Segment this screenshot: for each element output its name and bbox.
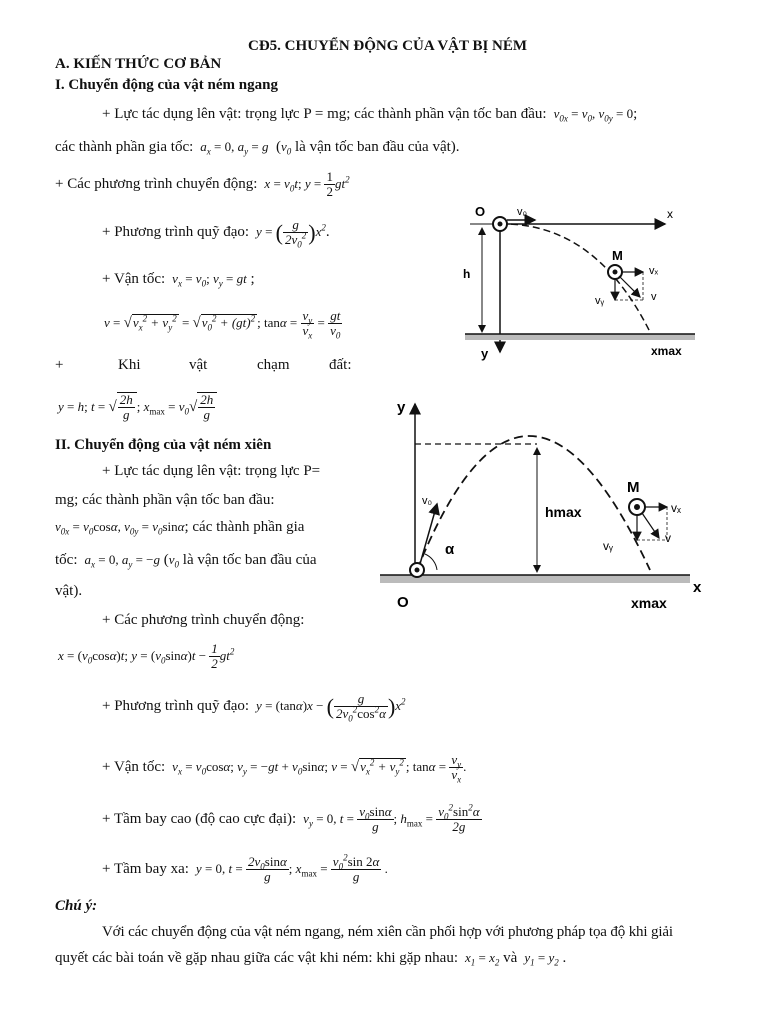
fig1-label-o: O bbox=[475, 204, 486, 219]
fig2-label-vy: vᵧ bbox=[603, 539, 613, 553]
part1-heading: I. Chuyển động của vật ném ngang bbox=[55, 77, 278, 93]
fig1-label-h: h bbox=[463, 267, 471, 281]
fig2-label-v0: v₀ bbox=[422, 495, 433, 507]
part2-line1: + Lực tác dụng lên vật: trọng lực P= bbox=[102, 463, 321, 479]
fig2-label-vx: vₓ bbox=[671, 501, 681, 515]
part1-line1: + Lực tác dụng lên vật: trọng lực P = mg; các thành phần vận tốc ban đầu: $v_{0x} = v_0$, $v_{0y} = 0$; bbox=[102, 106, 638, 124]
part1-ground-label-3: vật bbox=[189, 357, 208, 373]
fig1-label-vy: vᵧ bbox=[595, 295, 605, 307]
part2-range: + Tầm bay xa: y = 0, t = $\frac{2v_0\sin\alpha}{g}$ ; $x_{max}$ = $\frac{v_0^2\sin 2\alpha}{g}$ . bbox=[102, 852, 388, 885]
page-title: CĐ5. CHUYỂN ĐỘNG CỦA VẬT BỊ NÉM bbox=[248, 38, 528, 54]
fig2-label-hmax: hmax bbox=[545, 504, 582, 520]
part1-velocity-formula: $v = √v_x^2 + v_y^2 = √v_0^2 + (gt)^2$ ; tanα = $\frac{v_y}{v_x}$ = $\frac{gt}{v_0}$ bbox=[104, 308, 341, 341]
note-line1: Với các chuyển động của vật ném ngang, ném xiên cần phối hợp với phương pháp tọa độ khi giải bbox=[102, 924, 673, 940]
fig2-label-v: v bbox=[665, 531, 671, 545]
fig2-label-o: O bbox=[397, 594, 409, 611]
section-heading-a: A. KIẾN THỨC CƠ BẢN bbox=[55, 56, 222, 72]
fig1-label-v: v bbox=[651, 291, 657, 303]
fig2-label-xmax: xmax bbox=[631, 595, 667, 611]
part2-line4: tốc: $a_x = 0$, $a_y = -g$ ($v_0$ là vận tốc ban đầu của bbox=[55, 552, 317, 570]
figure-horizontal-projectile bbox=[455, 200, 715, 365]
part1-ground-label-1: + bbox=[55, 357, 64, 373]
part1-ground-label-5: đất: bbox=[329, 357, 352, 373]
note-line2: quyết các bài toán về gặp nhau giữa các vật khi ném: khi gặp nhau: $x_1 = x_2$ và $y_1 = y_2$ . bbox=[55, 950, 567, 968]
part2-max-height: + Tầm bay cao (độ cao cực đại): $v_y = 0$, t = $\frac{v_0\sin\alpha}{g}$ ; $h_{max}$ = $\frac{v_0^2\sin^2\alpha}{2g}$ bbox=[102, 802, 480, 835]
part2-motion-formula: $x = (v_0\cos\alpha)t$; $y = (v_0\sin\alpha)t$ − $\frac{1}{2}$ $gt^2$ bbox=[58, 641, 235, 672]
fig1-label-vx: vₓ bbox=[649, 265, 659, 277]
part2-line3: $v_{0x} = v_0\cos\alpha$, $v_{0y} = v_0\sin\alpha$; các thành phần gia bbox=[55, 519, 305, 537]
part1-ground-label-2: Khi bbox=[118, 357, 141, 373]
part1-trajectory: + Phương trình quỹ đạo: y = ( $\frac{g}{2v_0^2}$ )$x^2$. bbox=[102, 217, 330, 250]
part2-line2: mg; các thành phần vận tốc ban đầu: bbox=[55, 492, 275, 508]
fig1-label-y: y bbox=[481, 346, 489, 361]
figure-oblique-projectile bbox=[375, 392, 720, 617]
part2-trajectory: + Phương trình quỹ đạo: y = (tanα)x − ( $\frac{g}{2v_0^2\cos^2\alpha}$ )$x^2$ bbox=[102, 691, 406, 724]
part2-heading: II. Chuyển động của vật ném xiên bbox=[55, 437, 272, 453]
part2-velocity: + Vận tốc: $v_x = v_0\cos\alpha$; $v_y = -gt + v_0\sin\alpha$; $v = √v_x^2 + v_y^2$ ; tanα = $\frac{v_y}{v_x}$ . bbox=[102, 752, 467, 785]
fig2-label-x: x bbox=[693, 579, 702, 596]
fig1-label-m: M bbox=[612, 248, 623, 263]
fig1-label-x: x bbox=[667, 207, 673, 221]
part1-velocity: + Vận tốc: $v_x = v_0$; $v_y$ = gt ; bbox=[102, 271, 255, 289]
fig1-label-xmax: xmax bbox=[651, 344, 682, 358]
fig2-label-alpha: α bbox=[445, 541, 455, 558]
part1-line2: các thành phần gia tốc: $a_x = 0$, $a_y = g$ ($v_0$ là vận tốc ban đầu của vật). bbox=[55, 139, 460, 157]
part1-motion-eq: + Các phương trình chuyển động: $x = v_0t$; y = $\frac{1}{2}$ $gt^2$ bbox=[55, 169, 350, 200]
fig2-label-y: y bbox=[397, 399, 406, 416]
part2-motion-label: + Các phương trình chuyển động: bbox=[102, 612, 305, 628]
note-heading: Chú ý: bbox=[55, 898, 98, 914]
part1-ground-formula: y = h; t = √ $\frac{2h}{g}$ ; $x_{max} = v_0√$ $\frac{2h}{g}$ bbox=[58, 392, 217, 423]
part2-line5: vật). bbox=[55, 583, 83, 599]
part1-ground-label-4: chạm bbox=[257, 357, 290, 373]
fig2-label-m: M bbox=[627, 479, 640, 496]
fig1-label-v0: v₀ bbox=[517, 206, 528, 218]
